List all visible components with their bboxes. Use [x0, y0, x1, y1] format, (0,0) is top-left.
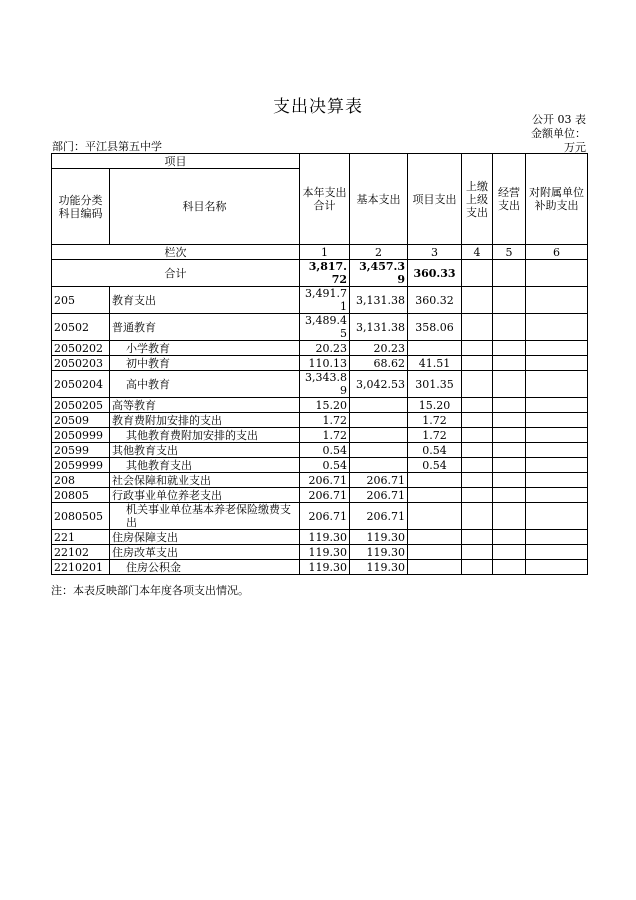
row-total: 3,343.89 — [300, 371, 350, 398]
row-name: 其他教育支出 — [110, 458, 300, 473]
row-name: 初中教育 — [110, 356, 300, 371]
total-row — [52, 260, 588, 287]
row-code: 208 — [52, 473, 110, 488]
row-total: 119.30 — [300, 545, 350, 560]
header-business: 经营支出 — [493, 154, 526, 245]
row-empty-cell — [493, 488, 526, 503]
row-empty-cell — [493, 473, 526, 488]
row-total: 0.54 — [300, 443, 350, 458]
row-basic — [350, 398, 408, 413]
row-basic: 3,131.38 — [350, 287, 408, 314]
footnote: 注：本表反映部门本年度各项支出情况。 — [51, 584, 249, 597]
row-basic: 119.30 — [350, 560, 408, 575]
row-code: 2050999 — [52, 428, 110, 443]
row-total: 206.71 — [300, 503, 350, 530]
row-project — [408, 473, 462, 488]
row-basic: 3,131.38 — [350, 314, 408, 341]
row-empty-cell — [526, 488, 588, 503]
col-num: 4 — [462, 245, 493, 260]
row-empty-cell — [462, 503, 493, 530]
row-name: 社会保障和就业支出 — [110, 473, 300, 488]
unit-label: 金额单位： — [531, 127, 586, 140]
row-project — [408, 530, 462, 545]
row-empty-cell — [462, 428, 493, 443]
row-empty-cell — [462, 413, 493, 428]
row-code: 20509 — [52, 413, 110, 428]
unit-value: 万元 — [564, 141, 586, 154]
table-row — [52, 530, 588, 545]
row-empty-cell — [526, 545, 588, 560]
col-num: 1 — [300, 245, 350, 260]
row-total: 110.13 — [300, 356, 350, 371]
row-total: 20.23 — [300, 341, 350, 356]
row-code: 221 — [52, 530, 110, 545]
row-empty-cell — [526, 398, 588, 413]
row-name: 行政事业单位养老支出 — [110, 488, 300, 503]
row-empty-cell — [526, 560, 588, 575]
table-row — [52, 545, 588, 560]
row-basic: 20.23 — [350, 341, 408, 356]
row-name: 其他教育费附加安排的支出 — [110, 428, 300, 443]
row-basic — [350, 428, 408, 443]
table-row — [52, 473, 588, 488]
row-basic: 68.62 — [350, 356, 408, 371]
row-total: 119.30 — [300, 560, 350, 575]
row-project: 41.51 — [408, 356, 462, 371]
row-empty-cell — [462, 287, 493, 314]
table-row — [52, 413, 588, 428]
row-code: 2210201 — [52, 560, 110, 575]
total-label: 合计 — [52, 260, 300, 287]
row-code: 2050202 — [52, 341, 110, 356]
table-row — [52, 371, 588, 398]
col-num: 6 — [526, 245, 588, 260]
table-row — [52, 488, 588, 503]
row-total: 1.72 — [300, 428, 350, 443]
table-row — [52, 398, 588, 413]
row-empty-cell — [526, 530, 588, 545]
row-empty-cell — [493, 428, 526, 443]
header-code: 功能分类科目编码 — [52, 169, 110, 245]
row-empty-cell — [462, 314, 493, 341]
row-name: 其他教育支出 — [110, 443, 300, 458]
row-empty-cell — [493, 560, 526, 575]
table-row — [52, 458, 588, 473]
row-empty-cell — [462, 371, 493, 398]
page-title: 支出决算表 — [273, 97, 363, 117]
row-empty-cell — [493, 545, 526, 560]
row-name: 高等教育 — [110, 398, 300, 413]
row-empty-cell — [462, 545, 493, 560]
row-total: 15.20 — [300, 398, 350, 413]
row-basic: 119.30 — [350, 545, 408, 560]
row-project — [408, 503, 462, 530]
row-empty-cell — [462, 443, 493, 458]
col-num: 3 — [408, 245, 462, 260]
row-project — [408, 545, 462, 560]
row-project — [408, 341, 462, 356]
total-total: 3,817.72 — [300, 260, 350, 287]
row-project — [408, 560, 462, 575]
row-code: 2080505 — [52, 503, 110, 530]
row-empty-cell — [462, 488, 493, 503]
row-code: 20599 — [52, 443, 110, 458]
row-basic — [350, 458, 408, 473]
row-project: 1.72 — [408, 428, 462, 443]
row-total: 3,491.71 — [300, 287, 350, 314]
table-row — [52, 560, 588, 575]
table-row — [52, 356, 588, 371]
row-total: 3,489.45 — [300, 314, 350, 341]
row-basic: 206.71 — [350, 473, 408, 488]
row-basic — [350, 413, 408, 428]
row-total: 0.54 — [300, 458, 350, 473]
header-subsidiary: 对附属单位补助支出 — [526, 154, 588, 245]
row-project: 301.35 — [408, 371, 462, 398]
row-name: 普通教育 — [110, 314, 300, 341]
row-empty-cell — [462, 473, 493, 488]
row-empty-cell — [462, 458, 493, 473]
row-basic: 3,042.53 — [350, 371, 408, 398]
row-total: 1.72 — [300, 413, 350, 428]
row-empty-cell — [493, 413, 526, 428]
row-name: 住房改革支出 — [110, 545, 300, 560]
row-empty-cell — [526, 371, 588, 398]
row-total: 206.71 — [300, 488, 350, 503]
row-empty-cell — [526, 341, 588, 356]
table-row — [52, 341, 588, 356]
row-code: 22102 — [52, 545, 110, 560]
row-code: 20502 — [52, 314, 110, 341]
col-num: 5 — [493, 245, 526, 260]
row-code: 20805 — [52, 488, 110, 503]
row-name: 教育费附加安排的支出 — [110, 413, 300, 428]
row-empty-cell — [493, 443, 526, 458]
row-name: 住房保障支出 — [110, 530, 300, 545]
row-empty-cell — [493, 398, 526, 413]
row-project: 15.20 — [408, 398, 462, 413]
row-empty-cell — [493, 371, 526, 398]
table-row — [52, 287, 588, 314]
table-row — [52, 503, 588, 530]
total-project: 360.33 — [408, 260, 462, 287]
row-empty-cell — [493, 287, 526, 314]
row-empty-cell — [462, 560, 493, 575]
row-empty-cell — [526, 443, 588, 458]
row-total: 206.71 — [300, 473, 350, 488]
row-empty-cell — [462, 530, 493, 545]
row-empty-cell — [526, 287, 588, 314]
header-item: 项目 — [52, 154, 300, 169]
row-empty-cell — [526, 503, 588, 530]
row-name: 住房公积金 — [110, 560, 300, 575]
expenditure-table — [51, 153, 588, 575]
table-row — [52, 428, 588, 443]
header-upper: 上缴上级支出 — [462, 154, 493, 245]
row-name: 高中教育 — [110, 371, 300, 398]
row-code: 2050203 — [52, 356, 110, 371]
row-name: 小学教育 — [110, 341, 300, 356]
row-empty-cell — [526, 314, 588, 341]
row-empty-cell — [462, 356, 493, 371]
row-project: 0.54 — [408, 443, 462, 458]
row-project: 1.72 — [408, 413, 462, 428]
row-code: 2050205 — [52, 398, 110, 413]
row-empty-cell — [493, 530, 526, 545]
col-num: 2 — [350, 245, 408, 260]
header-basic: 基本支出 — [350, 154, 408, 245]
row-empty-cell — [526, 458, 588, 473]
row-code: 205 — [52, 287, 110, 314]
table-row — [52, 314, 588, 341]
row-empty-cell — [493, 458, 526, 473]
row-name: 机关事业单位基本养老保险缴费支出 — [110, 503, 300, 530]
row-code: 2059999 — [52, 458, 110, 473]
column-label: 栏次 — [52, 245, 300, 260]
row-empty-cell — [526, 413, 588, 428]
total-basic: 3,457.39 — [350, 260, 408, 287]
row-project: 358.06 — [408, 314, 462, 341]
row-empty-cell — [462, 341, 493, 356]
header-total: 本年支出合计 — [300, 154, 350, 245]
header-project: 项目支出 — [408, 154, 462, 245]
row-empty-cell — [526, 428, 588, 443]
row-total: 119.30 — [300, 530, 350, 545]
row-project — [408, 488, 462, 503]
row-code: 2050204 — [52, 371, 110, 398]
row-empty-cell — [493, 503, 526, 530]
form-number: 公开 03 表 — [532, 113, 586, 126]
row-empty-cell — [462, 398, 493, 413]
row-empty-cell — [493, 314, 526, 341]
row-empty-cell — [493, 356, 526, 371]
row-name: 教育支出 — [110, 287, 300, 314]
row-basic — [350, 443, 408, 458]
row-basic: 119.30 — [350, 530, 408, 545]
row-empty-cell — [526, 356, 588, 371]
row-basic: 206.71 — [350, 503, 408, 530]
row-project: 360.32 — [408, 287, 462, 314]
row-empty-cell — [526, 473, 588, 488]
row-basic: 206.71 — [350, 488, 408, 503]
table-row — [52, 443, 588, 458]
header-name: 科目名称 — [110, 169, 300, 245]
department-label: 部门：平江县第五中学 — [52, 140, 162, 153]
row-empty-cell — [493, 341, 526, 356]
row-project: 0.54 — [408, 458, 462, 473]
